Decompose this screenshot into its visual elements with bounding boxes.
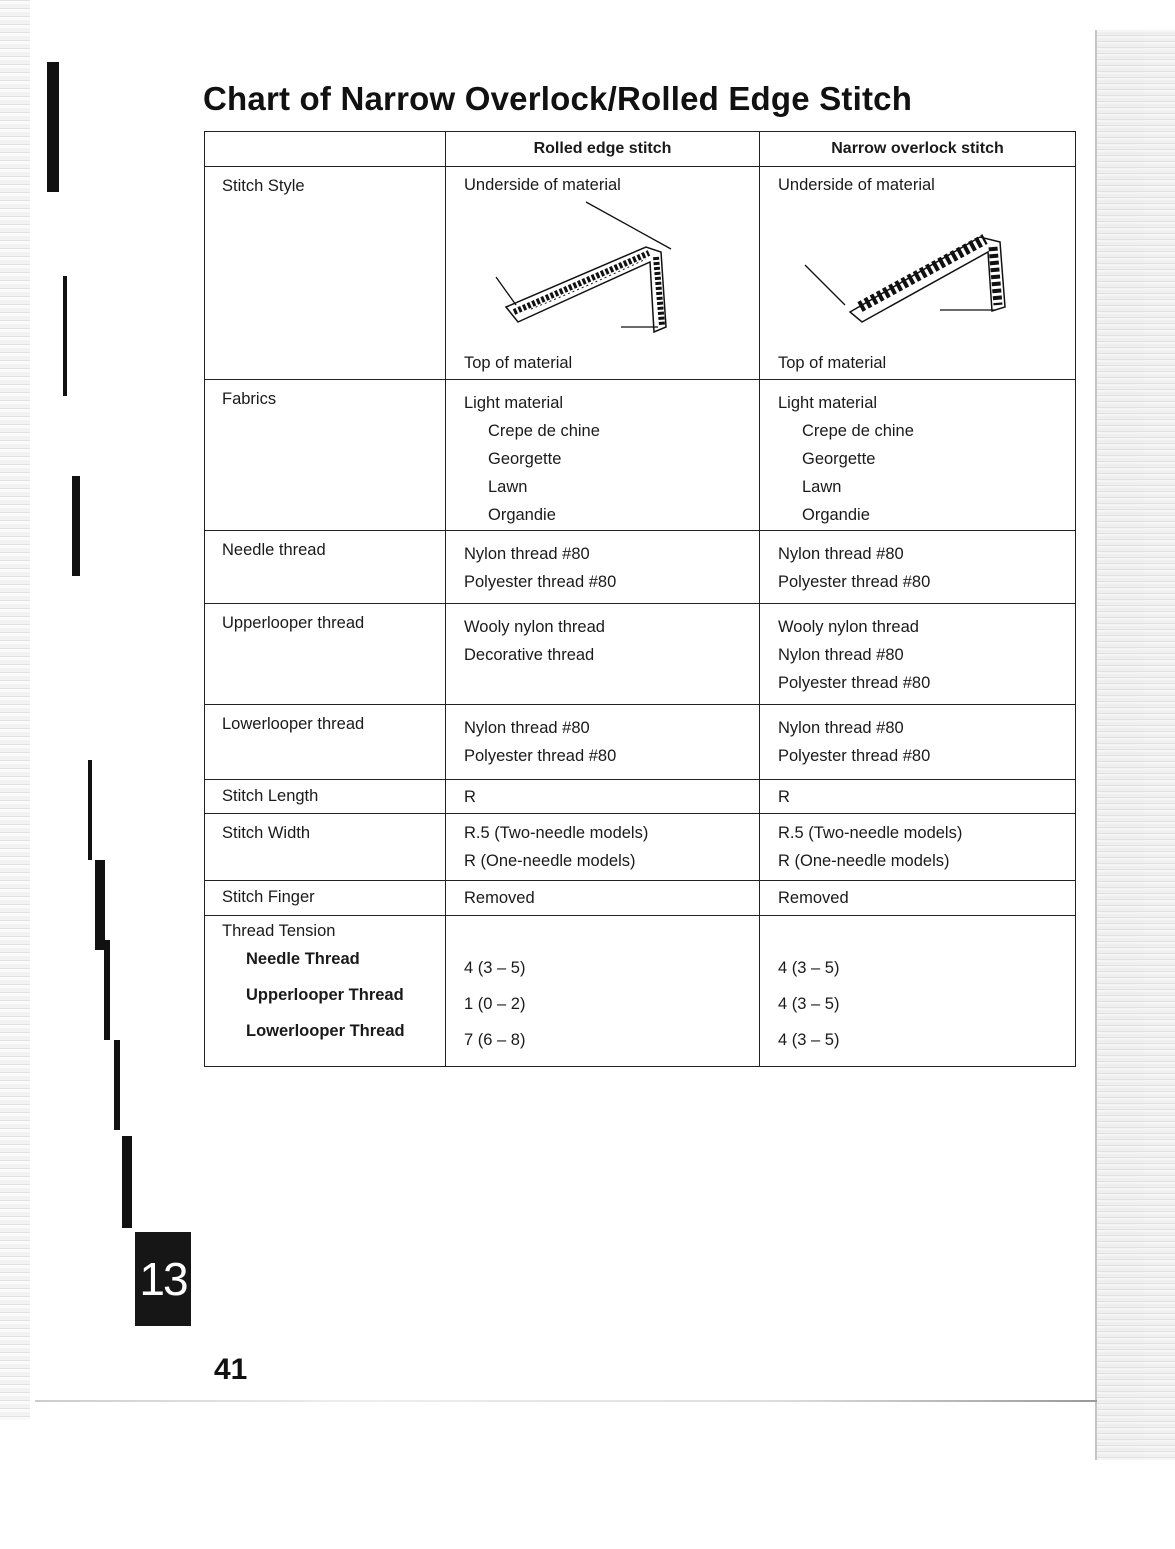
diagram-caption: Top of material	[464, 354, 573, 372]
narrow-overlock-stitch-diagram	[800, 197, 1040, 337]
cell-value: Light material	[778, 394, 878, 412]
cell-value: 7 (6 – 8)	[464, 1031, 526, 1049]
chapter-tab: 13	[135, 1232, 191, 1326]
cell-value: Organdie	[488, 506, 556, 524]
index-mark	[88, 760, 92, 860]
index-mark	[95, 860, 105, 950]
cell-value: Georgette	[802, 450, 876, 468]
row-label: Fabrics	[222, 390, 277, 408]
cell-value: Polyester thread #80	[778, 573, 931, 591]
row-label: Upperlooper thread	[222, 614, 365, 632]
cell-value: R.5 (Two-needle models)	[778, 824, 963, 842]
scan-page-bottom-edge	[35, 1400, 1097, 1402]
cell-value: Polyester thread #80	[778, 747, 931, 765]
header-blank	[205, 132, 446, 167]
cell-value: Light material	[464, 394, 564, 412]
table-row-stitch-style	[205, 167, 1076, 380]
table-row-fabrics	[205, 380, 1076, 531]
cell-value: 4 (3 – 5)	[778, 1031, 840, 1049]
header-narrow-overlock: Narrow overlock stitch	[760, 132, 1076, 167]
diagram-caption: Top of material	[778, 354, 887, 372]
index-mark	[47, 62, 59, 192]
cell-value: Crepe de chine	[802, 422, 914, 440]
cell-value: R (One-needle models)	[778, 852, 950, 870]
row-label: Stitch Finger	[222, 888, 315, 906]
tension-sub-label: Needle Thread	[246, 950, 360, 968]
cell-value: R	[778, 788, 790, 806]
diagram-caption: Underside of material	[464, 176, 621, 194]
cell-value: Decorative thread	[464, 646, 595, 664]
cell-value: Wooly nylon thread	[778, 618, 919, 636]
table-row-stitch-finger	[205, 881, 1076, 916]
cell-value: Wooly nylon thread	[464, 618, 605, 636]
page-title: Chart of Narrow Overlock/Rolled Edge Stitch	[203, 80, 913, 117]
page-number: 41	[214, 1353, 248, 1386]
row-label: Lowerlooper thread	[222, 715, 365, 733]
cell-value: Nylon thread #80	[464, 719, 590, 737]
cell-value: Nylon thread #80	[464, 545, 590, 563]
index-mark	[72, 476, 80, 576]
header-rolled-edge: Rolled edge stitch	[446, 132, 760, 167]
row-label: Stitch Length	[222, 787, 319, 805]
index-mark	[104, 940, 110, 1040]
cell-value: R (One-needle models)	[464, 852, 636, 870]
row-label: Stitch Width	[222, 824, 311, 842]
table-row-thread-tension	[205, 916, 1076, 1067]
cell-value: Removed	[464, 889, 535, 907]
cell-value: Polyester thread #80	[778, 674, 931, 692]
narrow-stitch-diagram-cell	[760, 167, 1076, 380]
cell-value: 4 (3 – 5)	[778, 959, 840, 977]
index-mark	[122, 1136, 132, 1228]
scan-edge-left	[0, 0, 30, 1420]
index-mark	[63, 276, 67, 396]
stitch-chart-table	[204, 131, 1076, 1067]
cell-value: Crepe de chine	[488, 422, 600, 440]
cell-value: Organdie	[802, 506, 870, 524]
table-header-row	[205, 132, 1076, 167]
tension-sub-label: Upperlooper Thread	[246, 986, 404, 1004]
index-mark	[114, 1040, 120, 1130]
cell-value: 1 (0 – 2)	[464, 995, 526, 1013]
table-row-needle-thread	[205, 531, 1076, 604]
tension-sub-label: Lowerlooper Thread	[246, 1022, 405, 1040]
diagram-caption: Underside of material	[778, 176, 935, 194]
table-row-upperlooper-thread	[205, 604, 1076, 705]
table-row-lowerlooper-thread	[205, 705, 1076, 780]
rolled-edge-stitch-diagram	[486, 197, 726, 337]
row-label: Needle thread	[222, 541, 326, 559]
cell-value: Removed	[778, 889, 849, 907]
cell-value: R	[464, 788, 476, 806]
cell-value: Nylon thread #80	[778, 719, 904, 737]
table-row-stitch-width	[205, 814, 1076, 881]
cell-value: Georgette	[488, 450, 562, 468]
cell-value: Nylon thread #80	[778, 646, 904, 664]
cell-value: Lawn	[802, 478, 842, 496]
cell-value: 4 (3 – 5)	[778, 995, 840, 1013]
cell-value: Polyester thread #80	[464, 747, 617, 765]
cell-value: Polyester thread #80	[464, 573, 617, 591]
scan-edge-right	[1095, 30, 1175, 1460]
row-label: Stitch Style	[222, 177, 305, 195]
cell-value: 4 (3 – 5)	[464, 959, 526, 977]
row-label: Thread Tension	[222, 922, 336, 940]
cell-value: Lawn	[488, 478, 528, 496]
cell-value: Nylon thread #80	[778, 545, 904, 563]
rolled-stitch-diagram-cell	[446, 167, 760, 380]
table-row-stitch-length	[205, 780, 1076, 814]
cell-value: R.5 (Two-needle models)	[464, 824, 649, 842]
